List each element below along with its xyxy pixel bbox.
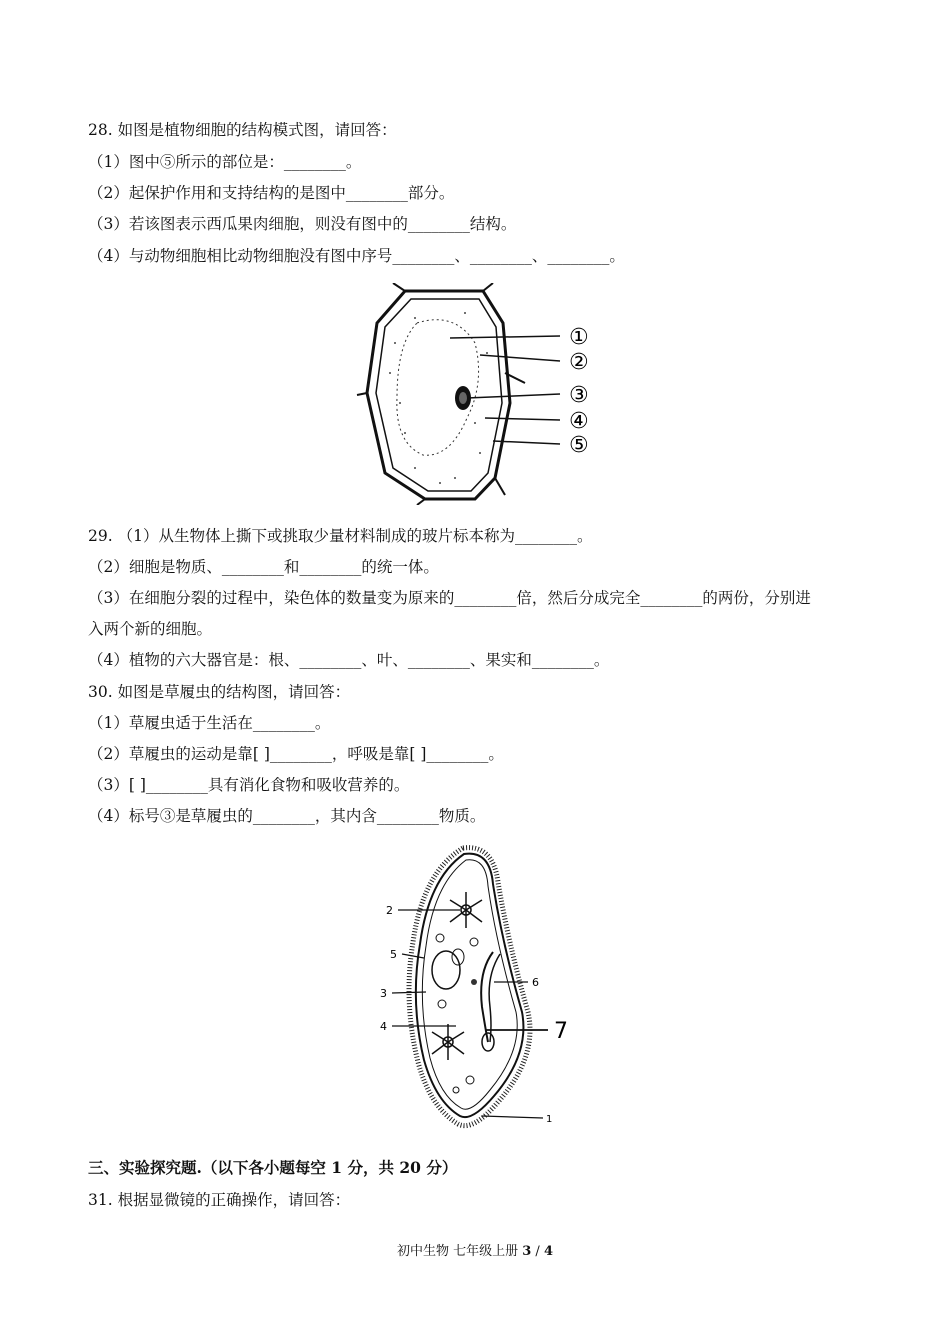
plant-cell-diagram (355, 283, 600, 505)
para-label-2: 2 (386, 904, 393, 917)
footer-page: 3 (522, 1244, 532, 1259)
q28-item-4: （4）与动物细胞相比动物细胞没有图中序号________、________、________。 (88, 247, 625, 265)
para-label-3: 3 (380, 987, 387, 1000)
q29-item-4: （4）植物的六大器官是：根、________、叶、________、果实和________。 (88, 651, 610, 669)
q30-item-3: （3）[ ]________具有消化食物和吸收营养的。 (88, 776, 410, 794)
plant-label-4: ④ (569, 409, 589, 434)
q29-item-3: （3）在细胞分裂的过程中，染色体的数量变为原来的________倍，然后分成完全________的两份，分别进 (88, 589, 811, 607)
q29-item-2: （2）细胞是物质、________和________的统一体。 (88, 558, 439, 576)
q28-item-3: （3）若该图表示西瓜果肉细胞，则没有图中的________结构。 (88, 215, 517, 233)
para-label-7: 7 (554, 1019, 568, 1044)
para-label-4: 4 (380, 1020, 387, 1033)
q29-item-1: 29. （1）从生物体上撕下或挑取少量材料制成的玻片标本称为________。 (88, 527, 593, 545)
para-label-6: 6 (532, 976, 539, 989)
page-footer (0, 1243, 950, 1261)
q30-item-1: （1）草履虫适于生活在________。 (88, 714, 331, 732)
para-label-1: 1 (546, 1114, 553, 1125)
q28-item-2: （2）起保护作用和支持结构的是图中________部分。 (88, 184, 455, 202)
q31-stem: 31. 根据显微镜的正确操作，请回答： (88, 1191, 351, 1209)
q30-item-4: （4）标号③是草履虫的________，其内含________物质。 (88, 807, 486, 825)
para-label-5: 5 (390, 948, 397, 961)
paramecium-diagram (378, 842, 578, 1142)
plant-label-2: ② (569, 350, 589, 375)
section3-title: 三、实验探究题.（以下各小题每空 1 分，共 20 分） (88, 1158, 458, 1177)
q29-item-3-cont: 入两个新的细胞。 (88, 620, 213, 638)
footer-sep: / (531, 1244, 544, 1259)
q30-item-2: （2）草履虫的运动是靠[ ]________，呼吸是靠[ ]________。 (88, 745, 504, 763)
plant-label-1: ① (569, 325, 589, 350)
footer-total: 4 (543, 1244, 553, 1259)
q28-stem: 28. 如图是植物细胞的结构模式图，请回答： (88, 121, 397, 139)
q28-item-1: （1）图中⑤所示的部位是：________。 (88, 153, 362, 171)
footer-subject: 初中生物 七年级上册 (396, 1244, 523, 1259)
q30-stem: 30. 如图是草履虫的结构图，请回答： (88, 683, 351, 701)
plant-label-5: ⑤ (569, 433, 589, 458)
plant-label-3: ③ (569, 383, 589, 408)
